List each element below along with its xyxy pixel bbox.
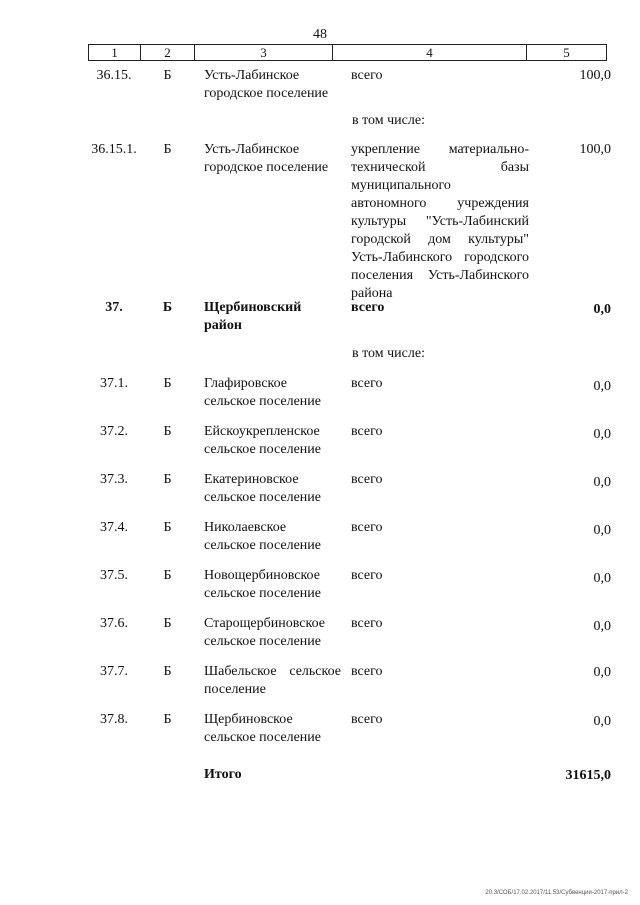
row-category: Б	[163, 68, 172, 83]
row-purpose: всего	[351, 664, 383, 679]
row-category: Б	[163, 424, 172, 439]
row-amount: 0,0	[593, 475, 611, 490]
row-municipality: Щербиновский район	[204, 300, 302, 333]
row-category: Б	[163, 376, 172, 391]
row-number: 37.	[105, 300, 123, 315]
row-amount: 100,0	[579, 142, 611, 157]
including-label: в том числе:	[352, 113, 425, 128]
page-number: 48	[313, 27, 327, 42]
row-number: 37.7.	[100, 664, 128, 679]
column-header-1: 1	[89, 45, 141, 60]
row-amount: 0,0	[593, 379, 611, 394]
total-label: Итого	[204, 767, 242, 782]
row-number: 37.8.	[100, 712, 128, 727]
row-category: Б	[163, 712, 172, 727]
row-number: 37.6.	[100, 616, 128, 631]
row-purpose: всего	[351, 376, 383, 391]
row-number: 37.4.	[100, 520, 128, 535]
row-category: Б	[163, 616, 172, 631]
column-header-3: 3	[195, 45, 333, 60]
row-amount: 0,0	[593, 523, 611, 538]
row-amount: 0,0	[593, 302, 611, 317]
row-category: Б	[163, 568, 172, 583]
row-municipality: Глафировское сельское поселение	[204, 376, 321, 409]
row-purpose: всего	[351, 712, 383, 727]
column-header-4: 4	[333, 45, 527, 60]
row-purpose: всего	[351, 520, 383, 535]
row-municipality: Усть-Лабинское городское поселение	[204, 68, 329, 101]
column-header-5: 5	[563, 45, 570, 60]
column-header-row	[88, 44, 607, 61]
row-number: 36.15.	[96, 68, 132, 83]
row-category: Б	[162, 300, 173, 315]
row-municipality: Екатериновское сельское поселение	[204, 472, 321, 505]
row-purpose: всего	[351, 68, 383, 83]
row-number: 37.1.	[100, 376, 128, 391]
row-municipality: Николаевское сельское поселение	[204, 520, 321, 553]
row-category: Б	[163, 520, 172, 535]
row-amount: 0,0	[593, 619, 611, 634]
row-number: 37.5.	[100, 568, 128, 583]
row-amount: 0,0	[593, 714, 611, 729]
row-category: Б	[163, 664, 172, 679]
row-purpose: всего	[351, 568, 383, 583]
row-number: 37.3.	[100, 472, 128, 487]
row-municipality: Усть-Лабинское городское поселение	[204, 142, 329, 175]
row-municipality: Щербиновское сельское поселение	[204, 712, 321, 745]
row-number: 37.2.	[100, 424, 128, 439]
row-amount: 0,0	[593, 571, 611, 586]
row-purpose: укрепление материально-технической базы муниципального автономного учреждения культуры "Усть-Лабинский городской дом культуры" Усть-Лабинского городского поселения Усть-Лабинского района	[351, 142, 529, 301]
row-purpose: всего	[351, 472, 383, 487]
row-municipality: Ейскоукрепленское сельское поселение	[204, 424, 321, 457]
row-purpose: всего	[351, 300, 385, 315]
row-amount: 0,0	[593, 427, 611, 442]
column-header-2: 2	[141, 45, 195, 60]
row-municipality: Старощербиновское сельское поселение	[204, 616, 325, 649]
including-label: в том числе:	[352, 346, 425, 361]
row-purpose: всего	[351, 424, 383, 439]
row-municipality: Новощербиновское сельское поселение	[204, 568, 321, 601]
row-category: Б	[163, 472, 172, 487]
row-amount: 100,0	[579, 68, 611, 83]
row-municipality: Шабельское сельское поселение	[204, 664, 341, 697]
document-footer: 20.3/СОБ/17.02.2017/11.53/Субвенции-2017-прил-2	[485, 890, 628, 896]
row-amount: 0,0	[593, 665, 611, 680]
row-category: Б	[163, 142, 172, 157]
row-purpose: всего	[351, 616, 383, 631]
total-amount: 31615,0	[565, 768, 611, 783]
row-number: 36.15.1.	[91, 142, 137, 157]
